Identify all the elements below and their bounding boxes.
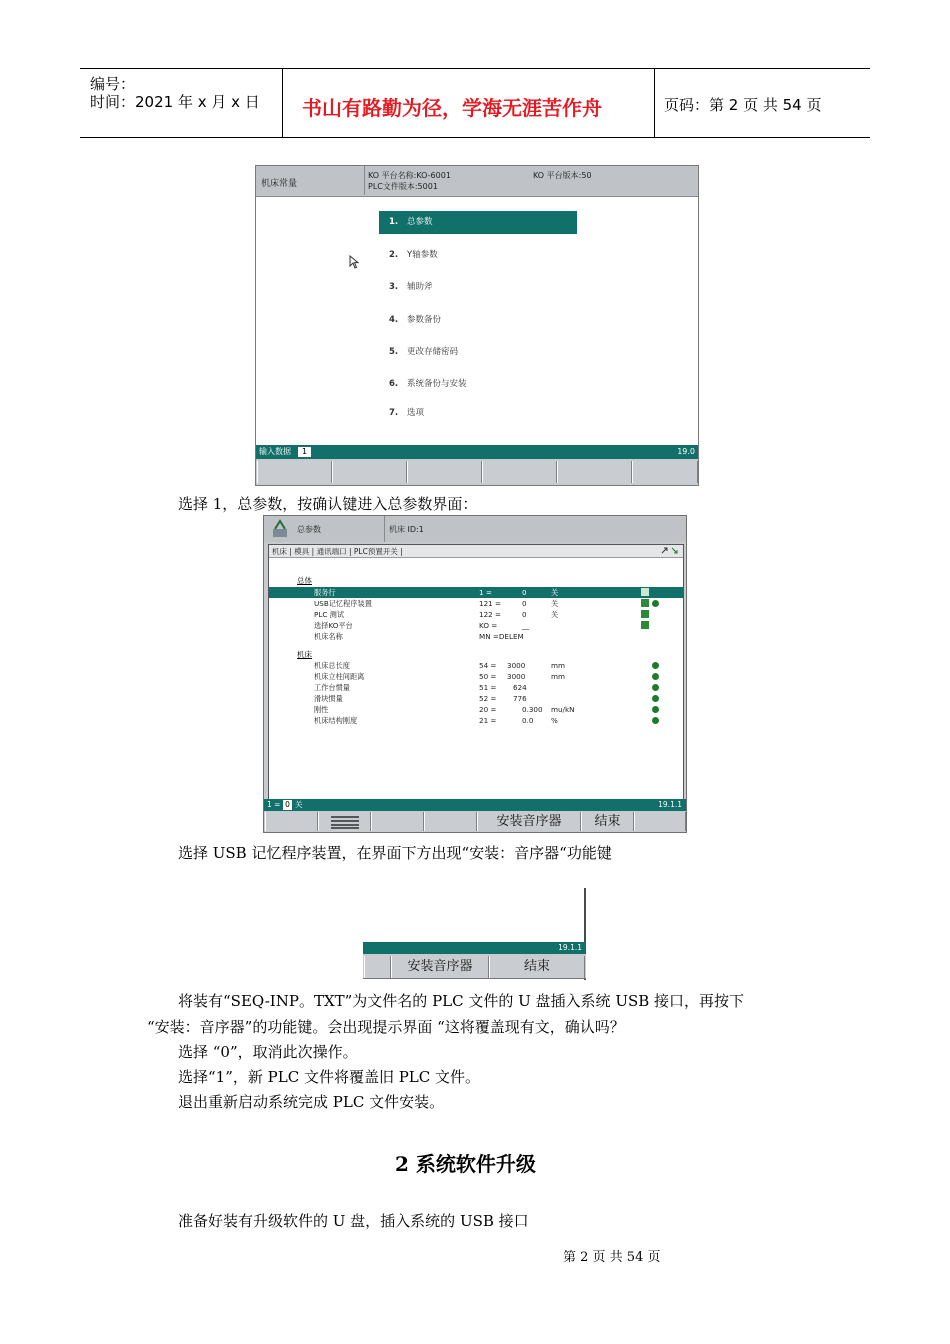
paragraph-1: 选择 1，总参数，按确认键进入总参数界面： <box>178 495 478 513</box>
softkey-bar <box>264 811 686 832</box>
softkey-4[interactable] <box>482 461 557 483</box>
menu-item[interactable]: 5. 更改存储密码 <box>389 347 459 357</box>
input-field[interactable]: 1 <box>298 447 311 457</box>
screen-title: 总参数 <box>297 525 321 534</box>
softkey-1[interactable] <box>257 461 332 483</box>
info-icon <box>652 706 659 713</box>
section-machine: 机床 <box>297 650 312 659</box>
parameter-panel <box>268 544 684 801</box>
platform-name: KO 平台名称:KO-6001 <box>368 171 451 180</box>
menu-item[interactable]: 7. 选项 <box>389 408 425 418</box>
input-status-bar <box>256 445 698 459</box>
page-label: 页码：第 2 页 共 54 页 <box>664 96 822 114</box>
screen-top-bar <box>264 516 686 542</box>
softkey-1[interactable] <box>265 812 318 831</box>
status-text: 关 <box>295 800 303 809</box>
install-sequencer-button[interactable]: 安装音序器 <box>391 956 489 978</box>
machine-constants-screenshot <box>255 165 699 486</box>
check-icon <box>641 588 649 596</box>
date-label: 时间：2021 年 x 月 x 日 <box>90 93 260 111</box>
end-button[interactable]: 结束 <box>489 956 585 978</box>
softkey-6[interactable] <box>632 461 698 483</box>
number-label: 编号： <box>90 75 136 93</box>
tab-strip[interactable] <box>269 545 683 558</box>
nav-arrows-icon[interactable] <box>660 546 680 555</box>
page-footer: 第 2 页 共 54 页 <box>563 1250 661 1265</box>
screen-top-bar <box>256 166 698 197</box>
end-button[interactable]: 结束 <box>581 812 634 831</box>
menu-lines-icon <box>330 815 360 829</box>
input-label: 输入数据 <box>259 447 291 456</box>
info-icon <box>652 673 659 680</box>
paragraph-6: 退出重新启动系统完成 PLC 文件安装。 <box>178 1093 445 1111</box>
softkey-1[interactable] <box>364 956 391 978</box>
machine-id: 机床 ID:1 <box>389 525 424 534</box>
param-row[interactable]: USB记忆程序装置 121 = 0 关 <box>269 598 683 609</box>
version-label: 19.1.1 <box>658 800 682 809</box>
version-label: 19.1.1 <box>558 943 582 952</box>
softkey-5[interactable] <box>557 461 632 483</box>
general-parameters-screenshot <box>263 515 687 833</box>
info-icon <box>652 695 659 702</box>
link-icon <box>641 610 649 618</box>
input-status-bar <box>264 799 686 811</box>
header-motto-cell <box>282 69 655 137</box>
paragraph-2: 选择 USB 记忆程序装置，在界面下方出现“安装：音序器“功能键 <box>178 844 612 862</box>
softkey-bar <box>256 459 698 485</box>
status-param: 1 = <box>267 800 281 809</box>
plc-version: PLC文件版本:5001 <box>368 182 438 191</box>
paragraph-3-line-2: “安装：音序器”的功能键。会出现提示界面 “这将覆盖现有文，确认吗？ <box>147 1018 625 1036</box>
param-row[interactable]: PLC 测试 122 = 0 关 <box>269 609 683 620</box>
softkey-bar <box>363 954 586 979</box>
param-row[interactable]: 滑块惯量 52 = 776 <box>269 693 683 704</box>
link-icon <box>641 621 649 629</box>
info-icon <box>652 600 659 607</box>
paragraph-7: 准备好装有升级软件的 U 盘，插入系统的 USB 接口 <box>178 1212 529 1230</box>
machine-icon <box>270 519 292 539</box>
header-info-cell <box>80 69 283 137</box>
machine-id-box <box>384 516 687 542</box>
version-label: 19.0 <box>677 447 695 456</box>
menu-item[interactable]: 1. 总参数 <box>379 211 577 234</box>
install-sequencer-button[interactable]: 安装音序器 <box>477 812 581 831</box>
param-row[interactable]: 机床立柱间距离 50 = 3000 mm <box>269 671 683 682</box>
motto: 书山有路勤为径，学海无涯苦作舟 <box>302 96 602 120</box>
platform-info-box <box>364 166 699 195</box>
header-page-cell <box>655 69 870 137</box>
softkey-7[interactable] <box>634 812 686 831</box>
paragraph-4: 选择 “0”，取消此次操作。 <box>178 1043 358 1061</box>
softkey-2[interactable] <box>332 461 407 483</box>
softkey-3[interactable] <box>371 812 424 831</box>
softkey-3[interactable] <box>407 461 482 483</box>
menu-item[interactable]: 6. 系统备份与安装 <box>389 379 467 389</box>
info-icon <box>652 717 659 724</box>
status-input-field[interactable]: 0 <box>283 800 292 810</box>
paragraph-5: 选择“1”，新 PLC 文件将覆盖旧 PLC 文件。 <box>178 1068 481 1086</box>
menu-softkey[interactable] <box>318 812 371 831</box>
tabs-label[interactable]: 机床 | 模具 | 通讯端口 | PLC预置开关 | <box>272 547 403 556</box>
platform-version: KO 平台版本:50 <box>533 171 592 180</box>
section-general: 总体 <box>297 576 312 585</box>
param-row[interactable]: 机床结构刚度 21 = 0.0 % <box>269 715 683 726</box>
mouse-cursor-icon <box>349 255 359 269</box>
param-row[interactable]: 机床总长度 54 = 3000 mm <box>269 660 683 671</box>
softkey-crop-screenshot <box>363 888 587 980</box>
param-row[interactable]: 工作台惯量 51 = 624 <box>269 682 683 693</box>
link-icon <box>641 599 649 607</box>
status-bar <box>363 942 586 954</box>
menu-item[interactable]: 3. 辅助斧 <box>389 282 433 292</box>
screen-title: 机床常量 <box>261 179 298 189</box>
info-icon <box>652 662 659 669</box>
softkey-4[interactable] <box>424 812 477 831</box>
param-row[interactable]: 机床名称 MN =DELEM <box>314 632 524 641</box>
header-table <box>80 68 870 138</box>
paragraph-3-line-1: 将装有“SEQ-INP。TXT”为文件名的 PLC 文件的 U 盘插入系统 USB 接口，再按下 <box>178 992 745 1010</box>
param-row[interactable]: 刚性 20 = 0.300 mu/kN <box>269 704 683 715</box>
menu-item[interactable]: 2. Y轴参数 <box>389 250 438 260</box>
param-row[interactable]: 服务行 1 = 0 关 <box>269 587 683 598</box>
section-heading: 2 系统软件升级 <box>395 1152 536 1176</box>
param-row[interactable]: 选择KO平台 KO = __ <box>269 620 683 631</box>
info-icon <box>652 684 659 691</box>
menu-item[interactable]: 4. 参数备份 <box>389 315 442 325</box>
